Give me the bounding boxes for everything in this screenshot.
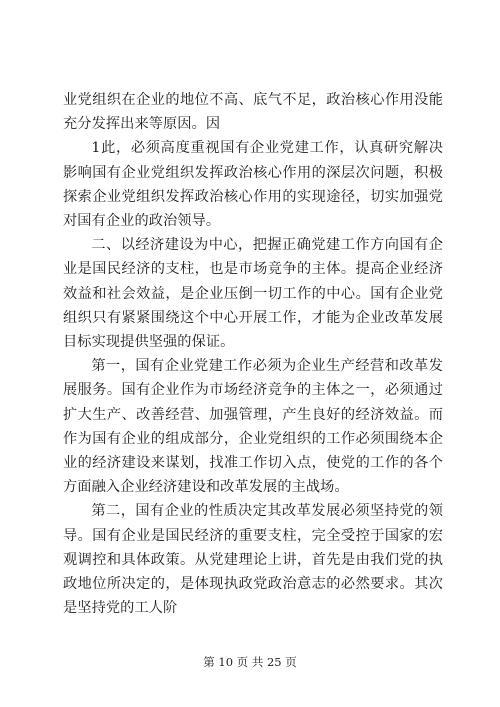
paragraph: 第一，国有企业党建工作必须为企业生产经营和改革发展服务。国有企业作为市场经济竞争的主体之一，必须通过扩大生产、改善经营、加强管理，产生良好的经济效益。而作为国有企业的组成部分，企业党组织的工作必须围绕本企业的经济建设来谋划，找准工作切入点，使党的工作的各个方面融入企业经济建设和改革发展的主战场。 bbox=[63, 358, 443, 496]
paragraph-continued: 业党组织在企业的地位不高、底气不足，政治核心作用没能充分发挥出来等原因。因 bbox=[63, 92, 443, 133]
paragraph: 第二，国有企业的性质决定其改革发展必须坚持党的领导。国有企业是国民经济的重要支柱，完全受控于国家的宏观调控和具体政策。从党建理论上讲，首先是由我们党的执政地位所决定的，是体现执政党政治意志的必然要求。其次是坚持党的工人阶 bbox=[63, 503, 443, 617]
page-number-footer: 第 10 页 共 25 页 bbox=[203, 655, 297, 669]
document-body bbox=[63, 88, 443, 620]
paragraph-section-heading: 二、以经济建设为中心，把握正确党建工作方向国有企业是国民经济的支柱，也是市场竞争的主体。提高企业经济效益和社会效益，是企业压倒一切工作的中心。国有企业党组织只有紧紧围绕这个中心开展工作，才能为企业改革发展目标实现提供坚强的保证。 bbox=[63, 237, 443, 351]
paragraph: 1此，必须高度重视国有企业党建工作，认真研究解决影响国有企业党组织发挥政治核心作用的深层次问题，积极探索企业党组织发挥政治核心作用的实现途径，切实加强党对国有企业的政治领导。 bbox=[63, 140, 443, 230]
